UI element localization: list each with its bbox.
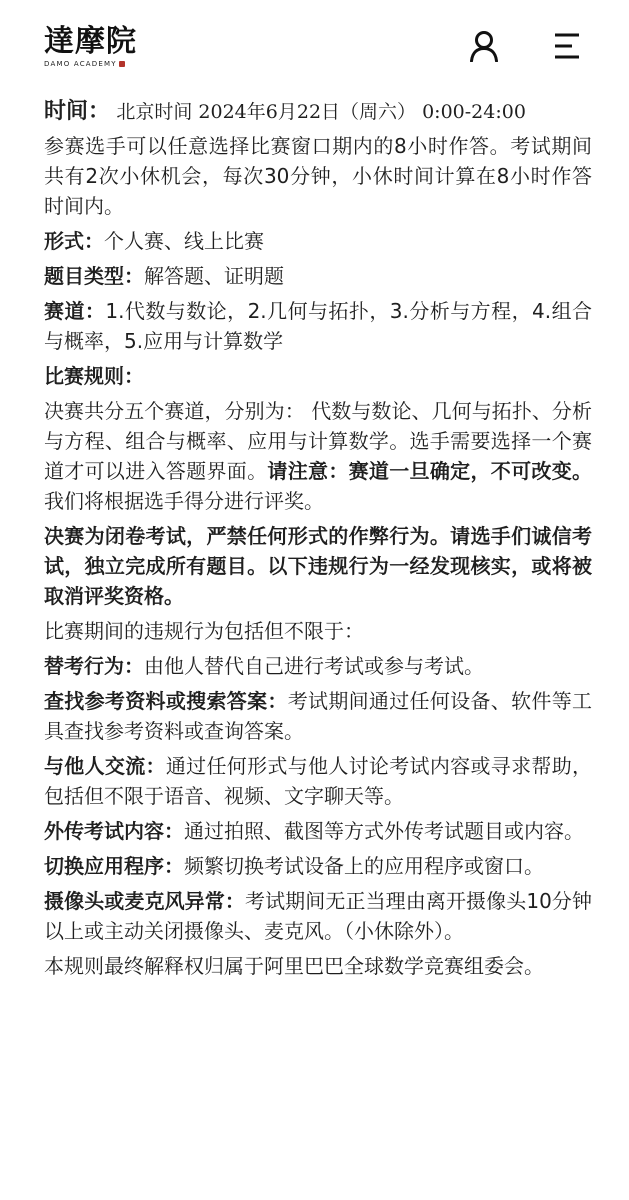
format-label: 形式： (44, 229, 104, 253)
time-description: 参赛选手可以任意选择比赛窗口期内的8小时作答。考试期间共有2次小休机会，每次30分钟，小休时间计算在8小时作答时间内。 (44, 134, 592, 218)
violation-label: 替考行为： (44, 654, 144, 678)
format-row (44, 226, 592, 256)
violation-item (44, 751, 592, 811)
violation-text: 考试期间通过任何设备、软件等工具查找参考资料或查询答案。 (44, 689, 593, 743)
violation-label: 切换应用程序： (44, 854, 184, 878)
violation-text: 考试期间无正当理由离开摄像头10分钟以上或主动关闭摄像头、麦克风。（小休除外）。 (44, 889, 593, 943)
violation-item (44, 886, 592, 946)
violation-item (44, 816, 592, 846)
rules-paragraph (44, 396, 592, 516)
site-header (0, 0, 629, 92)
user-icon (468, 30, 500, 62)
closed-exam-notice: 决赛为闭卷考试，严禁任何形式的作弊行为。请选手们诚信考试，独立完成所有题目。以下违规行为一经发现核实，或将被取消评奖资格。 (44, 524, 592, 608)
rules-note-rest: 我们将根据选手得分进行评奖。 (44, 489, 324, 513)
rules-text: 决赛共分五个赛道，分别为： 代数与数论、几何与拓扑、分析与方程、组合与概率、应用与计算数学。选手需要选择一个赛道才可以进入答题界面。 (44, 399, 592, 483)
violation-text: 通过任何形式与他人讨论考试内容或寻求帮助，包括但不限于语音、视频、文字聊天等。 (44, 754, 593, 808)
violation-label: 查找参考资料或搜索答案： (44, 689, 288, 713)
tracks-label: 赛道： (44, 299, 106, 323)
competition-info (44, 96, 592, 986)
logo-seal-icon (119, 61, 125, 67)
damo-academy-logo[interactable] (44, 26, 154, 68)
time-value: 北京时间 2024年6月22日（周六） 0:00-24:00 (116, 101, 526, 123)
violation-label: 摄像头或麦克风异常： (44, 889, 245, 913)
rules-heading: 比赛规则： (44, 364, 144, 388)
format-value: 个人赛、线上比赛 (104, 229, 264, 253)
tracks-row (44, 296, 592, 356)
violation-text: 由他人替代自己进行考试或参与考试。 (144, 654, 484, 678)
violation-item (44, 851, 592, 881)
violation-label: 外传考试内容： (44, 819, 184, 843)
user-button[interactable] (468, 30, 500, 62)
menu-button[interactable] (552, 30, 584, 62)
violation-label: 与他人交流： (44, 754, 166, 778)
question-type-row (44, 261, 592, 291)
logo-subtext: DAMO ACADEMY (44, 60, 154, 68)
time-label: 时间： (44, 99, 111, 124)
final-note: 本规则最终解释权归属于阿里巴巴全球数学竞赛组委会。 (44, 954, 544, 978)
logo-text: 達摩院 (44, 24, 137, 59)
rules-note-bold: 请注意：赛道一旦确定，不可改变。 (267, 459, 593, 483)
violations-intro: 比赛期间的违规行为包括但不限于： (44, 619, 364, 643)
tracks-value: 1.代数与数论，2.几何与拓扑，3.分析与方程，4.组合与概率，5.应用与计算数学 (44, 299, 593, 353)
violation-text: 通过拍照、截图等方式外传考试题目或内容。 (184, 819, 584, 843)
violation-item (44, 686, 592, 746)
question-type-label: 题目类型： (44, 264, 144, 288)
menu-icon (552, 30, 584, 62)
time-row (44, 96, 592, 127)
violation-item (44, 651, 592, 681)
violation-text: 频繁切换考试设备上的应用程序或窗口。 (184, 854, 544, 878)
question-type-value: 解答题、证明题 (144, 264, 284, 288)
